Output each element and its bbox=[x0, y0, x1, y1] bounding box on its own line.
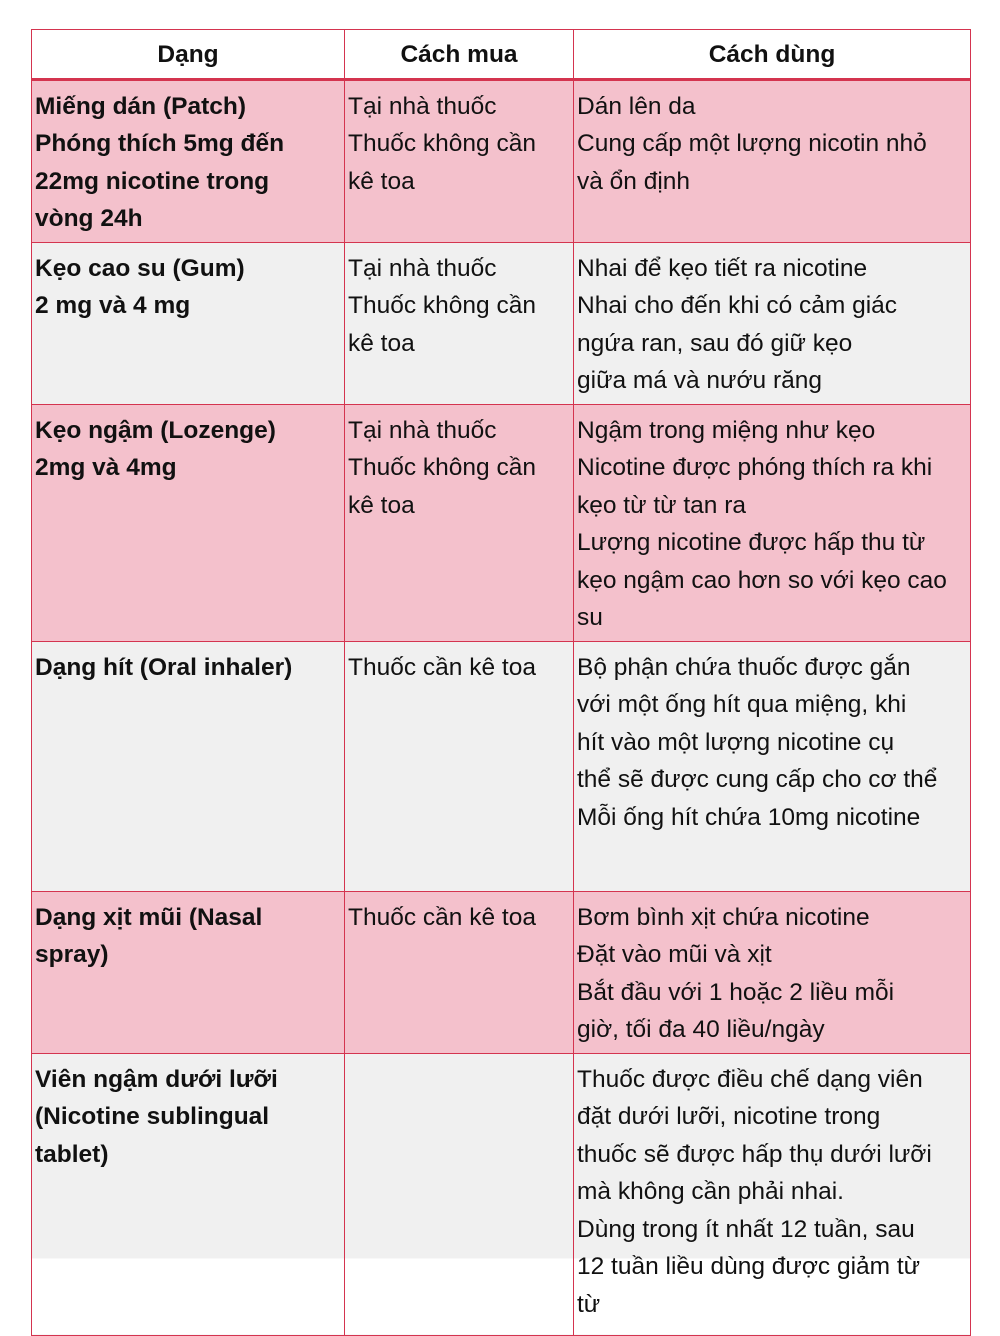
usage-line: và ổn định bbox=[577, 167, 691, 195]
usage-line: 12 tuần liều dùng được giảm từ bbox=[577, 1253, 921, 1280]
usage-line: thuốc sẽ được hấp thụ dưới lưỡi bbox=[577, 1140, 932, 1168]
usage-line: Bắt đầu với 1 hoặc 2 liều mỗi bbox=[577, 978, 895, 1006]
usage-line: từ bbox=[577, 1290, 601, 1318]
usage-line: thể sẽ được cung cấp cho cơ thể bbox=[577, 766, 938, 793]
usage-line: giờ, tối đa 40 liều/ngày bbox=[577, 1016, 825, 1043]
table-row-patch bbox=[32, 79, 971, 242]
usage-line: Cung cấp một lượng nicotin nhỏ bbox=[577, 130, 927, 157]
usage-line: Bơm bình xịt chứa nicotine bbox=[577, 903, 870, 931]
usage-line: kẹo ngậm cao hơn so với kẹo cao bbox=[577, 566, 947, 594]
form-cell bbox=[32, 242, 345, 404]
table-row-gum bbox=[32, 242, 971, 404]
form-cell bbox=[32, 891, 345, 1053]
usage-cell bbox=[574, 404, 971, 641]
usage-line: Mỗi ống hít chứa 10mg nicotine bbox=[577, 803, 921, 831]
usage-line: su bbox=[577, 604, 603, 631]
header-usage: Cách dùng bbox=[574, 30, 971, 80]
form-line: Kẹo cao su (Gum) bbox=[35, 254, 245, 282]
form-line: tablet) bbox=[35, 1140, 109, 1168]
usage-line: Lượng nicotine được hấp thu từ bbox=[577, 529, 926, 556]
purchase-line: Tại nhà thuốc bbox=[348, 92, 497, 120]
purchase-line: Thuốc không cần bbox=[348, 454, 536, 481]
form-line: 22mg nicotine trong bbox=[35, 167, 270, 195]
purchase-line: Thuốc không cần bbox=[348, 130, 536, 157]
usage-cell bbox=[574, 1053, 971, 1335]
header-form: Dạng bbox=[32, 30, 345, 80]
usage-line: với một ống hít qua miệng, khi bbox=[577, 691, 907, 718]
form-line: Miếng dán (Patch) bbox=[35, 92, 246, 120]
purchase-cell bbox=[345, 891, 574, 1053]
form-line: 2 mg và 4 mg bbox=[35, 292, 191, 319]
form-line: vòng 24h bbox=[35, 205, 143, 232]
header-purchase: Cách mua bbox=[345, 30, 574, 80]
usage-line: ngứa ran, sau đó giữ kẹo bbox=[577, 329, 853, 357]
form-cell bbox=[32, 641, 345, 891]
table-row-lozenge bbox=[32, 404, 971, 641]
table-row-nasal-spray bbox=[32, 891, 971, 1053]
purchase-cell bbox=[345, 242, 574, 404]
form-line: Phóng thích 5mg đến bbox=[35, 130, 285, 157]
form-line: 2mg và 4mg bbox=[35, 454, 177, 481]
usage-line: Dán lên da bbox=[577, 92, 696, 120]
purchase-line: Tại nhà thuốc bbox=[348, 254, 497, 282]
usage-cell bbox=[574, 891, 971, 1053]
usage-line: Ngậm trong miệng như kẹo bbox=[577, 416, 876, 444]
purchase-line: Thuốc cần kê toa bbox=[348, 653, 536, 681]
purchase-line: Thuốc không cần bbox=[348, 292, 536, 319]
form-cell bbox=[32, 404, 345, 641]
form-line: spray) bbox=[35, 941, 109, 968]
usage-line: Bộ phận chứa thuốc được gắn bbox=[577, 653, 911, 681]
usage-line: kẹo từ từ tan ra bbox=[577, 491, 746, 519]
usage-cell bbox=[574, 79, 971, 242]
form-line: Dạng hít (Oral inhaler) bbox=[35, 653, 293, 681]
purchase-line: Tại nhà thuốc bbox=[348, 416, 497, 444]
form-line: (Nicotine sublingual bbox=[35, 1103, 270, 1130]
table-row-inhaler bbox=[32, 641, 971, 891]
usage-line: Đặt vào mũi và xịt bbox=[577, 941, 772, 968]
usage-line: hít vào một lượng nicotine cụ bbox=[577, 728, 895, 756]
usage-line: đặt dưới lưỡi, nicotine trong bbox=[577, 1103, 881, 1130]
usage-line: Nicotine được phóng thích ra khi bbox=[577, 454, 933, 481]
table-row-sublingual bbox=[32, 1053, 971, 1335]
form-cell bbox=[32, 79, 345, 242]
usage-line: mà không cần phải nhai. bbox=[577, 1178, 844, 1205]
purchase-cell bbox=[345, 641, 574, 891]
usage-cell bbox=[574, 641, 971, 891]
purchase-cell bbox=[345, 404, 574, 641]
usage-cell bbox=[574, 242, 971, 404]
usage-line: Thuốc được điều chế dạng viên bbox=[577, 1065, 923, 1093]
purchase-cell bbox=[345, 79, 574, 242]
purchase-cell bbox=[345, 1053, 574, 1335]
form-line: Kẹo ngậm (Lozenge) bbox=[35, 416, 276, 444]
purchase-line: kê toa bbox=[348, 329, 415, 357]
usage-line: giữa má và nướu răng bbox=[577, 367, 822, 394]
usage-line: Nhai để kẹo tiết ra nicotine bbox=[577, 254, 868, 282]
nicotine-replacement-table bbox=[31, 29, 971, 1336]
header-row bbox=[32, 30, 971, 80]
purchase-line: kê toa bbox=[348, 491, 415, 519]
form-line: Viên ngậm dưới lưỡi bbox=[35, 1065, 278, 1093]
usage-line: Dùng trong ít nhất 12 tuần, sau bbox=[577, 1215, 915, 1243]
form-line: Dạng xịt mũi (Nasal bbox=[35, 903, 263, 931]
purchase-line: kê toa bbox=[348, 167, 415, 195]
purchase-line: Thuốc cần kê toa bbox=[348, 903, 536, 931]
form-cell bbox=[32, 1053, 345, 1335]
usage-line: Nhai cho đến khi có cảm giác bbox=[577, 292, 898, 319]
